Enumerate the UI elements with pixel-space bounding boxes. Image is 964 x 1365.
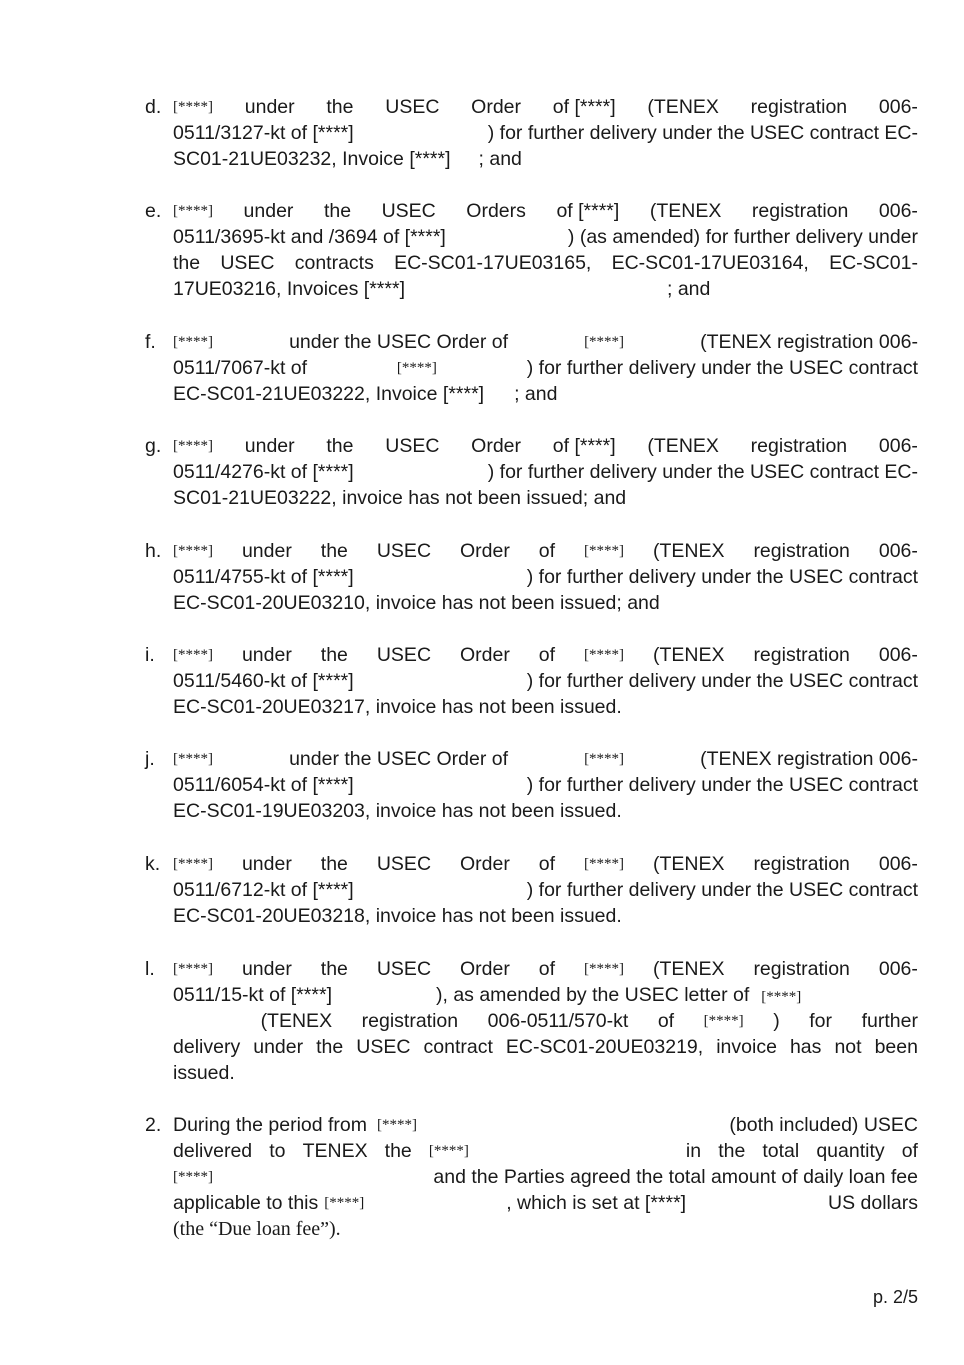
text-line: (TENEX registration 006-0511/570-kt of [****] ) for further xyxy=(260,1010,918,1032)
text-line: EC-SC01-20UE03217, invoice has not been issued. xyxy=(173,696,622,718)
text-line: [****] under the USEC Order of [****] (TENEX registration 006- xyxy=(173,958,918,980)
text-line: [****] under the USEC Order of [****] (TENEX registration 006- xyxy=(173,331,918,353)
item-marker: d. xyxy=(145,96,162,118)
text-line: [****] under the USEC Orders of [****] (TENEX registration 006- xyxy=(173,200,918,222)
text-line: 0511/15-kt of [****] ), as amended by the USEC letter of [****] xyxy=(173,984,802,1006)
text-line: SC01-21UE03222, invoice has not been issued; and xyxy=(173,487,627,509)
item-marker: j. xyxy=(145,748,155,770)
text-line: 0511/4276-kt of [****] ) for further delivery under the USEC contract EC- xyxy=(173,461,918,483)
text-line: 0511/3127-kt of [****] ) for further delivery under the USEC contract EC- xyxy=(173,122,918,144)
item-marker: k. xyxy=(145,853,161,875)
item-marker: 2. xyxy=(145,1114,162,1136)
text-line: issued. xyxy=(173,1062,235,1084)
text-line: 17UE03216, Invoices [****] ; and xyxy=(173,278,711,300)
text-line: [****] and the Parties agreed the total amount of daily loan fee xyxy=(173,1166,918,1188)
text-line: EC-SC01-21UE03222, Invoice [****] ; and xyxy=(173,383,558,405)
page-number: p. 2/5 xyxy=(873,1287,919,1307)
item-marker: g. xyxy=(145,435,162,457)
text-line: 0511/5460-kt of [****] ) for further delivery under the USEC contract xyxy=(173,670,918,692)
text-line: the USEC contracts EC-SC01-17UE03165, EC-SC01-17UE03164, EC-SC01- xyxy=(173,252,918,274)
text-line: 0511/3695-kt and /3694 of [****] ) (as amended) for further delivery under xyxy=(173,226,918,248)
text-line: EC-SC01-19UE03203, invoice has not been issued. xyxy=(173,800,622,822)
text-line: [****] under the USEC Order of [****] (TENEX registration 006- xyxy=(173,540,918,562)
text-line: (the “Due loan fee”). xyxy=(173,1218,341,1240)
text-line: During the period from [****] (both included) USEC xyxy=(173,1114,918,1136)
text-line: [****] under the USEC Order of [****] (TENEX registration 006- xyxy=(173,748,918,770)
item-marker: h. xyxy=(145,540,162,562)
item-marker: l. xyxy=(145,958,155,980)
text-line: SC01-21UE03232, Invoice [****] ; and xyxy=(173,148,522,170)
text-line: EC-SC01-20UE03210, invoice has not been issued; and xyxy=(173,592,660,614)
item-marker: i. xyxy=(145,644,155,666)
text-line: [****] under the USEC Order of [****] (TENEX registration 006- xyxy=(173,644,918,666)
text-line: 0511/6054-kt of [****] ) for further delivery under the USEC contract xyxy=(173,774,918,796)
text-line: 0511/4755-kt of [****] ) for further delivery under the USEC contract xyxy=(173,566,918,588)
text-line: [****] under the USEC Order of [****] (TENEX registration 006- xyxy=(173,435,918,457)
item-marker: f. xyxy=(145,331,156,353)
text-line: EC-SC01-20UE03218, invoice has not been issued. xyxy=(173,905,622,927)
text-line: [****] under the USEC Order of [****] (TENEX registration 006- xyxy=(173,853,918,875)
text-line: 0511/7067-kt of [****] ) for further delivery under the USEC contract xyxy=(173,357,918,379)
text-line: applicable to this [****] , which is set at [****] US dollars xyxy=(173,1192,918,1214)
text-line: [****] under the USEC Order of [****] (TENEX registration 006- xyxy=(173,96,918,118)
item-marker: e. xyxy=(145,200,162,222)
text-line: delivered to TENEX the [****] in the total quantity of xyxy=(173,1140,918,1162)
text-line: 0511/6712-kt of [****] ) for further delivery under the USEC contract xyxy=(173,879,918,901)
text-line: delivery under the USEC contract EC-SC01-20UE03219, invoice has not been xyxy=(173,1036,918,1058)
